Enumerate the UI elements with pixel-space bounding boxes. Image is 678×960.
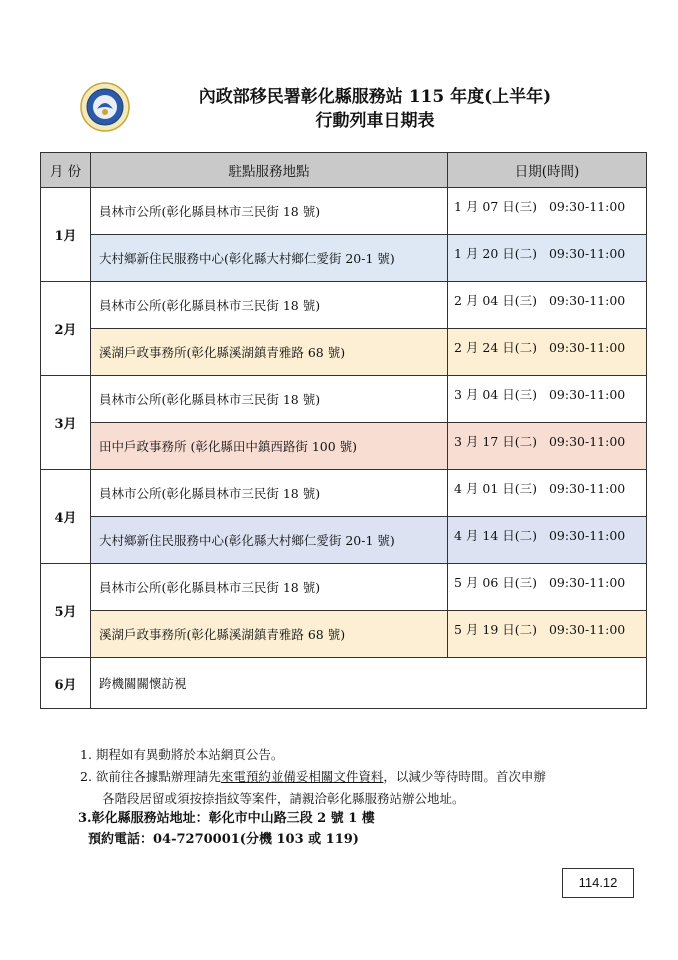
date-cell: 5 月 19 日(二) 09:30-11:00 [448, 611, 647, 658]
month-cell: 5月 [41, 564, 91, 658]
date-cell: 3 月 04 日(三) 09:30-11:00 [448, 376, 647, 423]
date-cell: 2 月 24 日(二) 09:30-11:00 [448, 329, 647, 376]
table-row [41, 376, 647, 423]
immigration-agency-seal-icon [80, 82, 130, 132]
location-cell: 大村鄉新住民服務中心(彰化縣大村鄉仁愛街 20-1 號) [91, 235, 448, 282]
table-row [41, 564, 647, 611]
header-month: 月 份 [41, 153, 91, 188]
location-cell: 溪湖戶政事務所(彰化縣溪湖鎮青雅路 68 號) [91, 329, 448, 376]
location-cell: 大村鄉新住民服務中心(彰化縣大村鄉仁愛街 20-1 號) [91, 517, 448, 564]
month-cell: 6月 [41, 658, 91, 709]
date-cell: 4 月 14 日(二) 09:30-11:00 [448, 517, 647, 564]
table-row [41, 517, 647, 564]
table-row [41, 188, 647, 235]
location-cell: 溪湖戶政事務所(彰化縣溪湖鎮青雅路 68 號) [91, 611, 448, 658]
note-1: 1. 期程如有異動將於本站網頁公告。 [80, 747, 284, 762]
header-date: 日期(時間) [448, 153, 647, 188]
month-cell: 1月 [41, 188, 91, 282]
date-cell: 1 月 07 日(三) 09:30-11:00 [448, 188, 647, 235]
date-cell: 1 月 20 日(二) 09:30-11:00 [448, 235, 647, 282]
table-row [41, 611, 647, 658]
schedule-table [40, 152, 647, 709]
table-row [41, 423, 647, 470]
date-cell: 5 月 06 日(三) 09:30-11:00 [448, 564, 647, 611]
table-row [41, 329, 647, 376]
month-cell: 2月 [41, 282, 91, 376]
date-cell: 2 月 04 日(三) 09:30-11:00 [448, 282, 647, 329]
note-2 [80, 766, 546, 788]
note-2-continued: 各階段居留或須按捺指紋等案件，請親洽彰化縣服務站辦公地址。 [102, 791, 465, 806]
notes [80, 744, 546, 810]
title-line-1: 內政部移民署彰化縣服務站 115 年度(上半年) [198, 87, 552, 107]
office-address: 3.彰化縣服務站地址：彰化市中山路三段 2 號 1 樓 [78, 811, 375, 826]
address-block [78, 808, 375, 850]
table-row [41, 658, 647, 709]
table-row [41, 235, 647, 282]
date-cell: 4 月 01 日(三) 09:30-11:00 [448, 470, 647, 517]
table-row [41, 470, 647, 517]
location-cell: 跨機關關懷訪視 [91, 658, 647, 709]
location-cell: 員林市公所(彰化縣員林市三民街 18 號) [91, 188, 448, 235]
note-2-underlined: 來電預約並備妥相關文件資料 [220, 769, 384, 784]
location-cell: 員林市公所(彰化縣員林市三民街 18 號) [91, 564, 448, 611]
location-cell: 田中戶政事務所 (彰化縣田中鎮西路街 100 號) [91, 423, 448, 470]
note-2-text-end: ，以減少等待時間。首次申辦 [383, 769, 546, 784]
location-cell: 員林市公所(彰化縣員林市三民街 18 號) [91, 282, 448, 329]
version-box: 114.12 [562, 868, 634, 898]
table-header-row [41, 153, 647, 188]
table-row [41, 282, 647, 329]
location-cell: 員林市公所(彰化縣員林市三民街 18 號) [91, 376, 448, 423]
location-cell: 員林市公所(彰化縣員林市三民街 18 號) [91, 470, 448, 517]
booking-phone: 預約電話：04-7270001(分機 103 或 119) [88, 832, 359, 847]
month-cell: 3月 [41, 376, 91, 470]
header-location: 駐點服務地點 [91, 153, 448, 188]
title-line-2: 行動列車日期表 [315, 111, 435, 131]
note-2-text: 2. 欲前往各據點辦理請先 [80, 769, 221, 784]
page-title [150, 86, 600, 134]
date-cell: 3 月 17 日(二) 09:30-11:00 [448, 423, 647, 470]
month-cell: 4月 [41, 470, 91, 564]
